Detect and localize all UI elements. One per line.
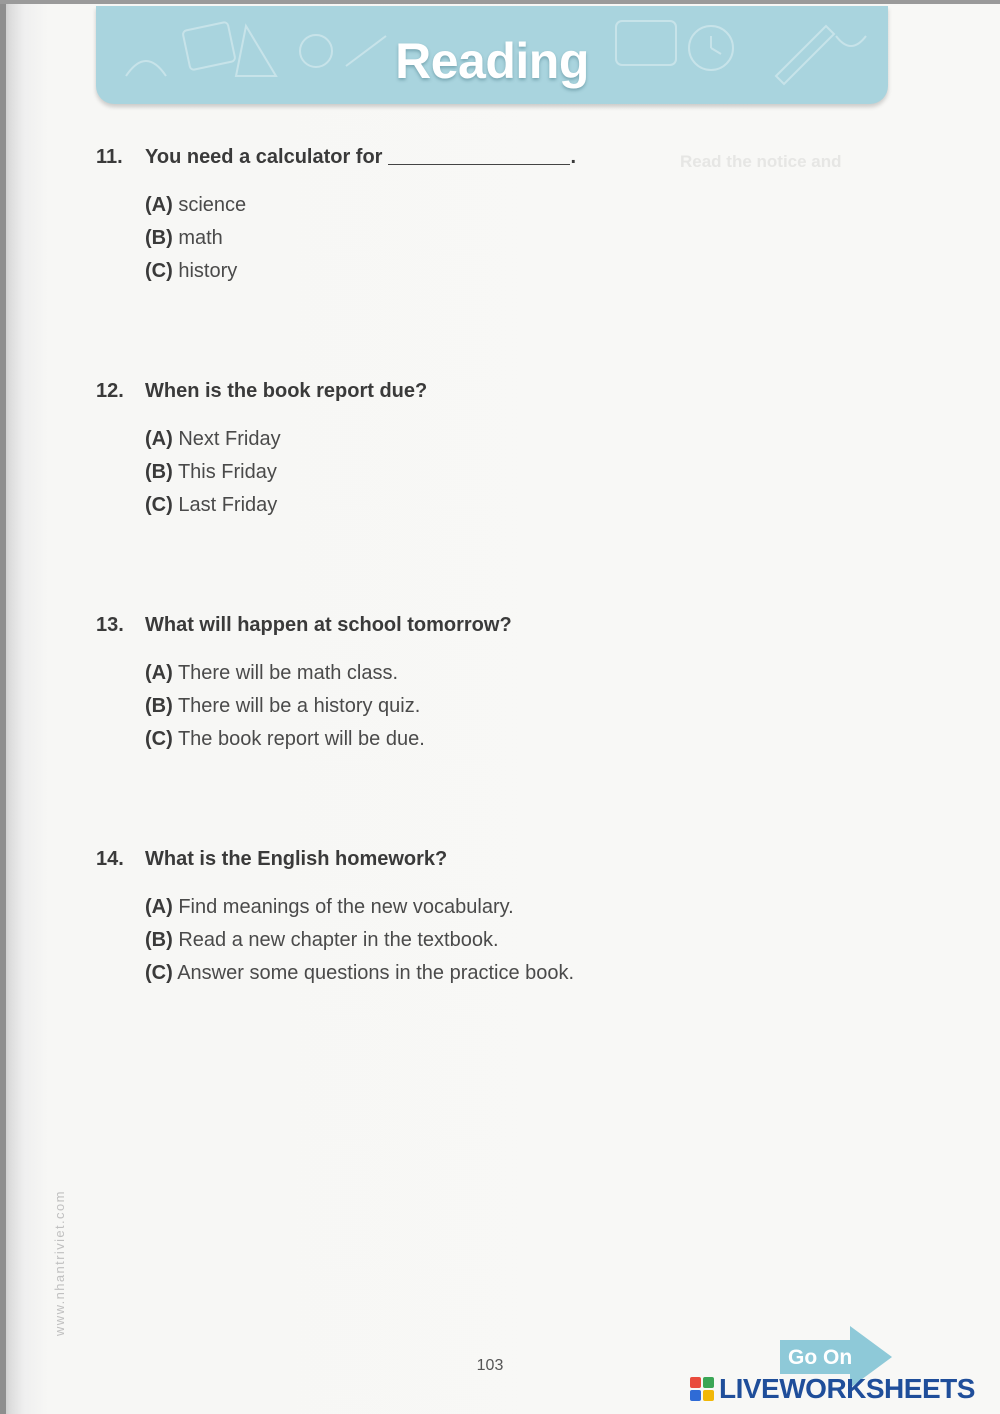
option-a[interactable]: (A) science [145, 194, 247, 216]
option-c[interactable]: (C) history [145, 260, 238, 282]
option-c[interactable]: (C) Answer some questions in the practice book. [145, 962, 575, 984]
go-on-label: Go On [788, 1346, 853, 1369]
question-heading [96, 380, 816, 410]
question-12 [96, 380, 816, 516]
page-title: Reading [395, 33, 589, 89]
question-11 [96, 146, 816, 282]
question-13 [96, 614, 816, 750]
question-text: What is the English homework? [145, 848, 448, 870]
bleed-through-text: Read the notice and [680, 152, 842, 171]
question-text: You need a calculator for . [145, 146, 577, 168]
option-b[interactable]: (B) This Friday [145, 461, 277, 483]
question-heading [96, 146, 816, 176]
page-number: 103 [476, 1357, 504, 1374]
publisher-url: www.nhantriviet.com [52, 1190, 67, 1336]
option-a[interactable]: (A) There will be math class. [145, 662, 399, 684]
question-text: What will happen at school tomorrow? [145, 614, 512, 636]
liveworksheets-brand [690, 1372, 990, 1408]
question-text: When is the book report due? [145, 380, 428, 402]
option-c[interactable]: (C) The book report will be due. [145, 728, 425, 750]
question-number: 13. [96, 614, 124, 636]
liveworksheets-logo-icon [690, 1377, 714, 1401]
question-number: 14. [96, 848, 124, 870]
question-number: 11. [96, 146, 123, 168]
option-b[interactable]: (B) Read a new chapter in the textbook. [145, 929, 499, 951]
question-heading [96, 848, 816, 878]
question-heading [96, 614, 816, 644]
page-top-shadow [0, 0, 1000, 4]
option-c[interactable]: (C) Last Friday [145, 494, 278, 516]
liveworksheets-wordmark: LIVEWORKSHEETS [719, 1373, 975, 1404]
answer-blank[interactable] [388, 146, 570, 165]
option-b[interactable]: (B) math [145, 227, 223, 249]
option-b[interactable]: (B) There will be a history quiz. [145, 695, 421, 717]
option-a[interactable]: (A) Next Friday [145, 428, 281, 450]
question-14 [96, 848, 816, 984]
question-number: 12. [96, 380, 124, 402]
option-a[interactable]: (A) Find meanings of the new vocabulary. [145, 896, 514, 918]
reading-header-banner [96, 6, 888, 104]
book-spine-shadow [0, 0, 6, 1414]
